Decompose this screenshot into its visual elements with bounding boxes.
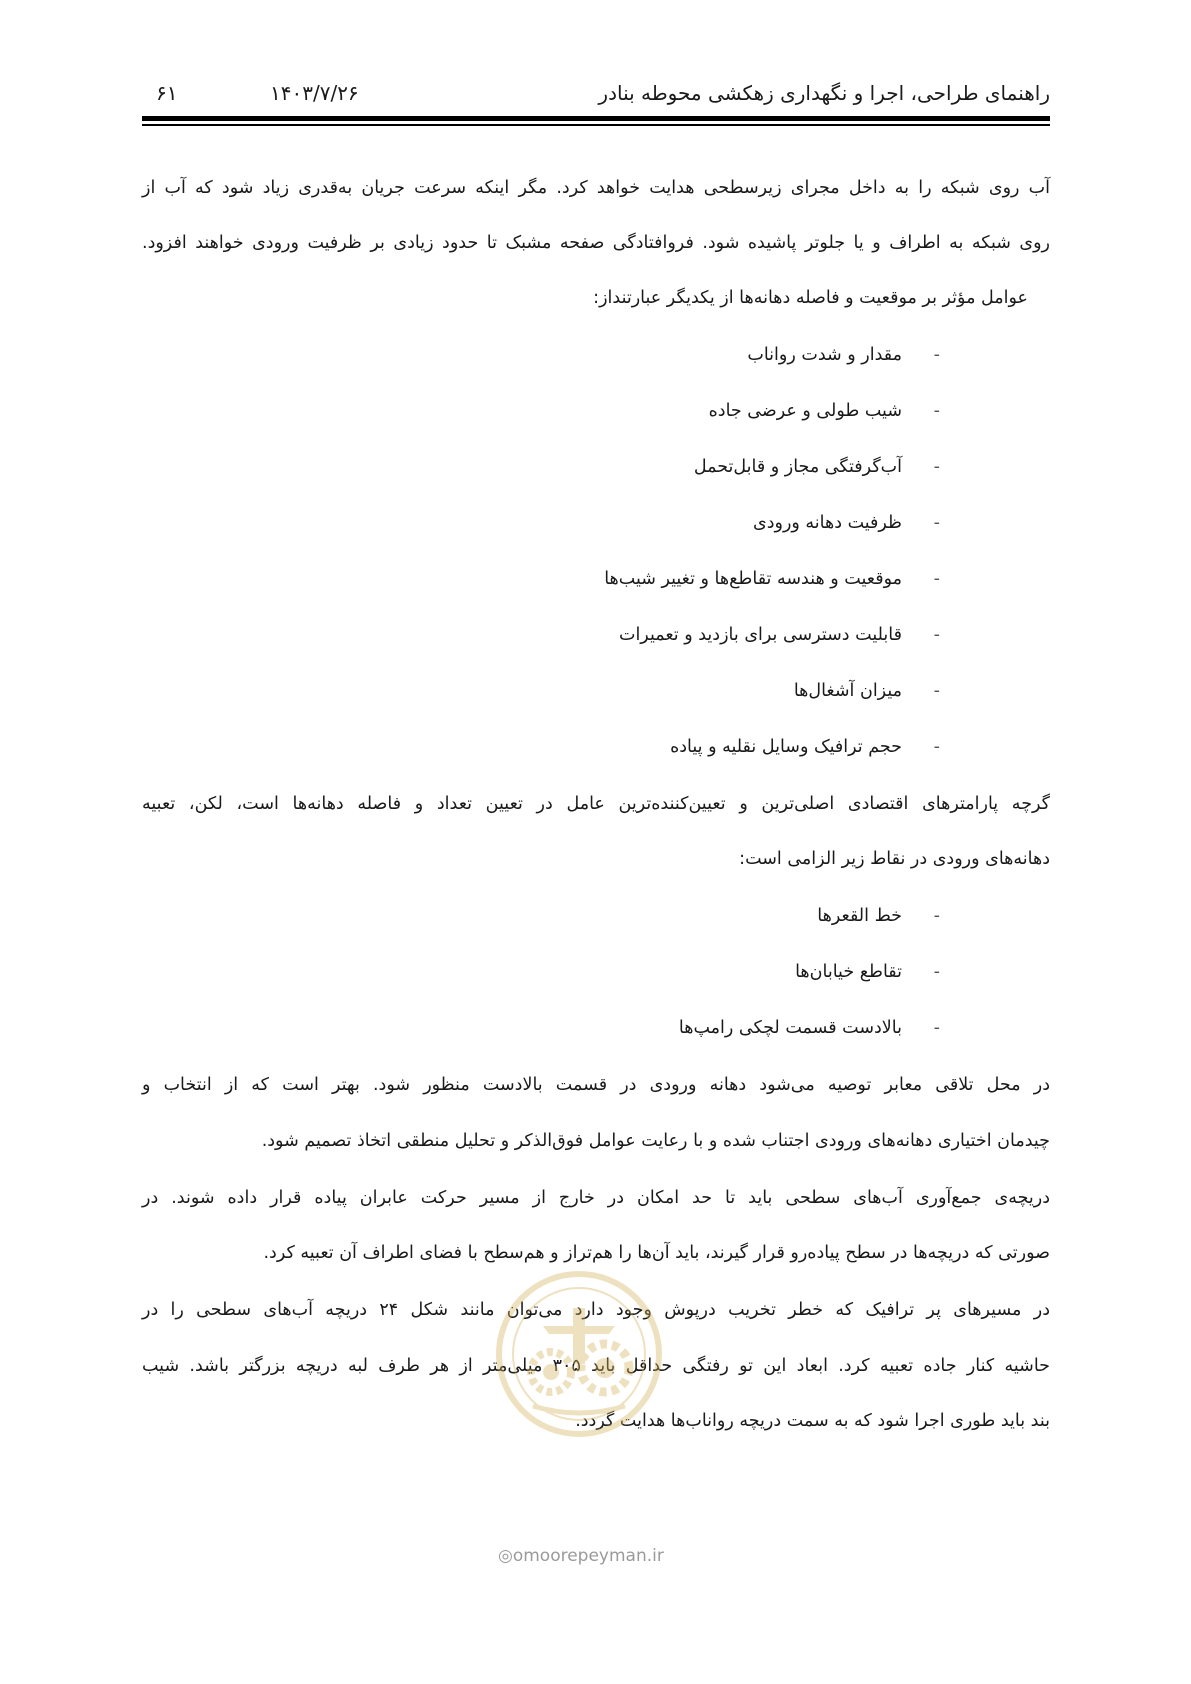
paragraph-line: چیدمان اختیاری دهانه‌های ورودی اجتناب شده و با رعایت عوامل فوق‌الذکر و تحلیل منطقی اتخاذ تصمیم شود. [261,1131,1050,1151]
list-item-text: خط القعرها [817,906,902,926]
list-item [604,565,940,593]
bullet-dash: - [933,401,940,421]
header-date: ۱۴۰۳/۷/۲۶ [270,81,359,105]
page-number: ۶۱ [156,81,178,105]
paragraph-line: عوامل مؤثر بر موقعیت و فاصله دهانه‌ها از یکدیگر عبارتنداز: [593,288,1028,308]
list-item [747,341,940,369]
page-header [142,78,1050,114]
bullet-dash: - [933,962,940,982]
bullet-dash: - [933,906,940,926]
header-rule-thin [142,124,1050,126]
list-item-text: مقدار و شدت رواناب [747,345,902,365]
bullet-dash: - [933,569,940,589]
bullet-dash: - [933,681,940,701]
bullet-dash: - [933,737,940,757]
list-item-text: قابلیت دسترسی برای بازدید و تعمیرات [618,625,902,645]
list-item-text: ظرفیت دهانه ورودی [753,513,902,533]
list-item [679,1014,940,1042]
list-item [619,621,940,649]
bullet-dash: - [933,1018,940,1038]
bullet-dash: - [933,457,940,477]
bullet-dash: - [933,625,940,645]
omoore-peyman-seal-icon [493,1268,665,1440]
list-item-text: حجم ترافیک وسایل نقلیه و پیاده [670,737,902,757]
paragraph-line: گرچه پارامترهای اقتصادی اصلی‌ترین و تعیین‌کننده‌ترین عامل در تعیین تعداد و فاصله دهانه‌ها است، لکن، تعبیه [142,794,1050,814]
paragraph-line: دهانه‌های ورودی در نقاط زیر الزامی است: [739,849,1050,869]
list-item [795,958,940,986]
bullet-dash: - [933,345,940,365]
list-item-text: موقعیت و هندسه تقاطع‌ها و تغییر شیب‌ها [604,569,902,589]
list-item [694,453,940,481]
paragraph-line: بند باید طوری اجرا شود که به سمت دریچه رواناب‌ها هدایت گردد. [575,1411,1050,1431]
watermark-url-text: omoorepeyman.ir [512,1546,664,1566]
header-rule-thick [142,116,1050,121]
list-item [817,902,940,930]
watermark-url: ◎omoorepeyman.ir [498,1546,664,1566]
paragraph-line: صورتی که دریچه‌ها در سطح پیاده‌رو قرار گیرند، باید آن‌ها را هم‌تراز و هم‌سطح با فضای اطراف آن تعبیه کرد. [263,1243,1050,1263]
list-item-text: بالادست قسمت لچکی رامپ‌ها [678,1018,902,1038]
list-item [670,733,940,761]
paragraph-line: دریچه‌ی جمع‌آوری آب‌های سطحی باید تا حد امکان در خارج از مسیر حرکت عابران پیاده قرار داده شوند. در [142,1188,1050,1208]
list-item [794,677,940,705]
paragraph-line: حاشیه کنار جاده تعبیه کرد. ابعاد این تو رفتگی حداقل باید ۳۰۵ میلی‌متر از هر طرف لبه دریچه بزرگتر باشد. شیب [142,1356,1050,1376]
paragraph-line: روی شبکه به اطراف و یا جلوتر پاشیده شود. فروافتادگی صفحه مشبک تا حدود زیادی بر ظرفیت ورودی خواهند افزود. [142,233,1050,253]
list-item [753,509,940,537]
list-item-text: تقاطع خیابان‌ها [795,962,902,982]
paragraph-line: آب روی شبکه را به داخل مجرای زیرسطحی هدایت خواهد کرد. مگر اینکه سرعت جریان به‌قدری زیاد شود که آب از [142,178,1050,198]
paragraph-line: در مسیرهای پر ترافیک که خطر تخریب درپوش وجود دارد می‌توان مانند شکل ۲۴ دریچه آب‌های سطحی را در [142,1300,1050,1320]
list-item [709,397,940,425]
list-item-text: شیب طولی و عرضی جاده [708,401,902,421]
bullet-dash: - [933,513,940,533]
list-item-text: آب‌گرفتگی مجاز و قابل‌تحمل [693,457,902,477]
paragraph-line: در محل تلاقی معابر توصیه می‌شود دهانه ورودی در قسمت بالادست منظور شود. بهتر است که از انتخاب و [142,1075,1050,1095]
list-item-text: میزان آشغال‌ها [793,681,902,701]
header-title: راهنمای طراحی، اجرا و نگهداری زهکشی محوطه بنادر [598,81,1050,105]
